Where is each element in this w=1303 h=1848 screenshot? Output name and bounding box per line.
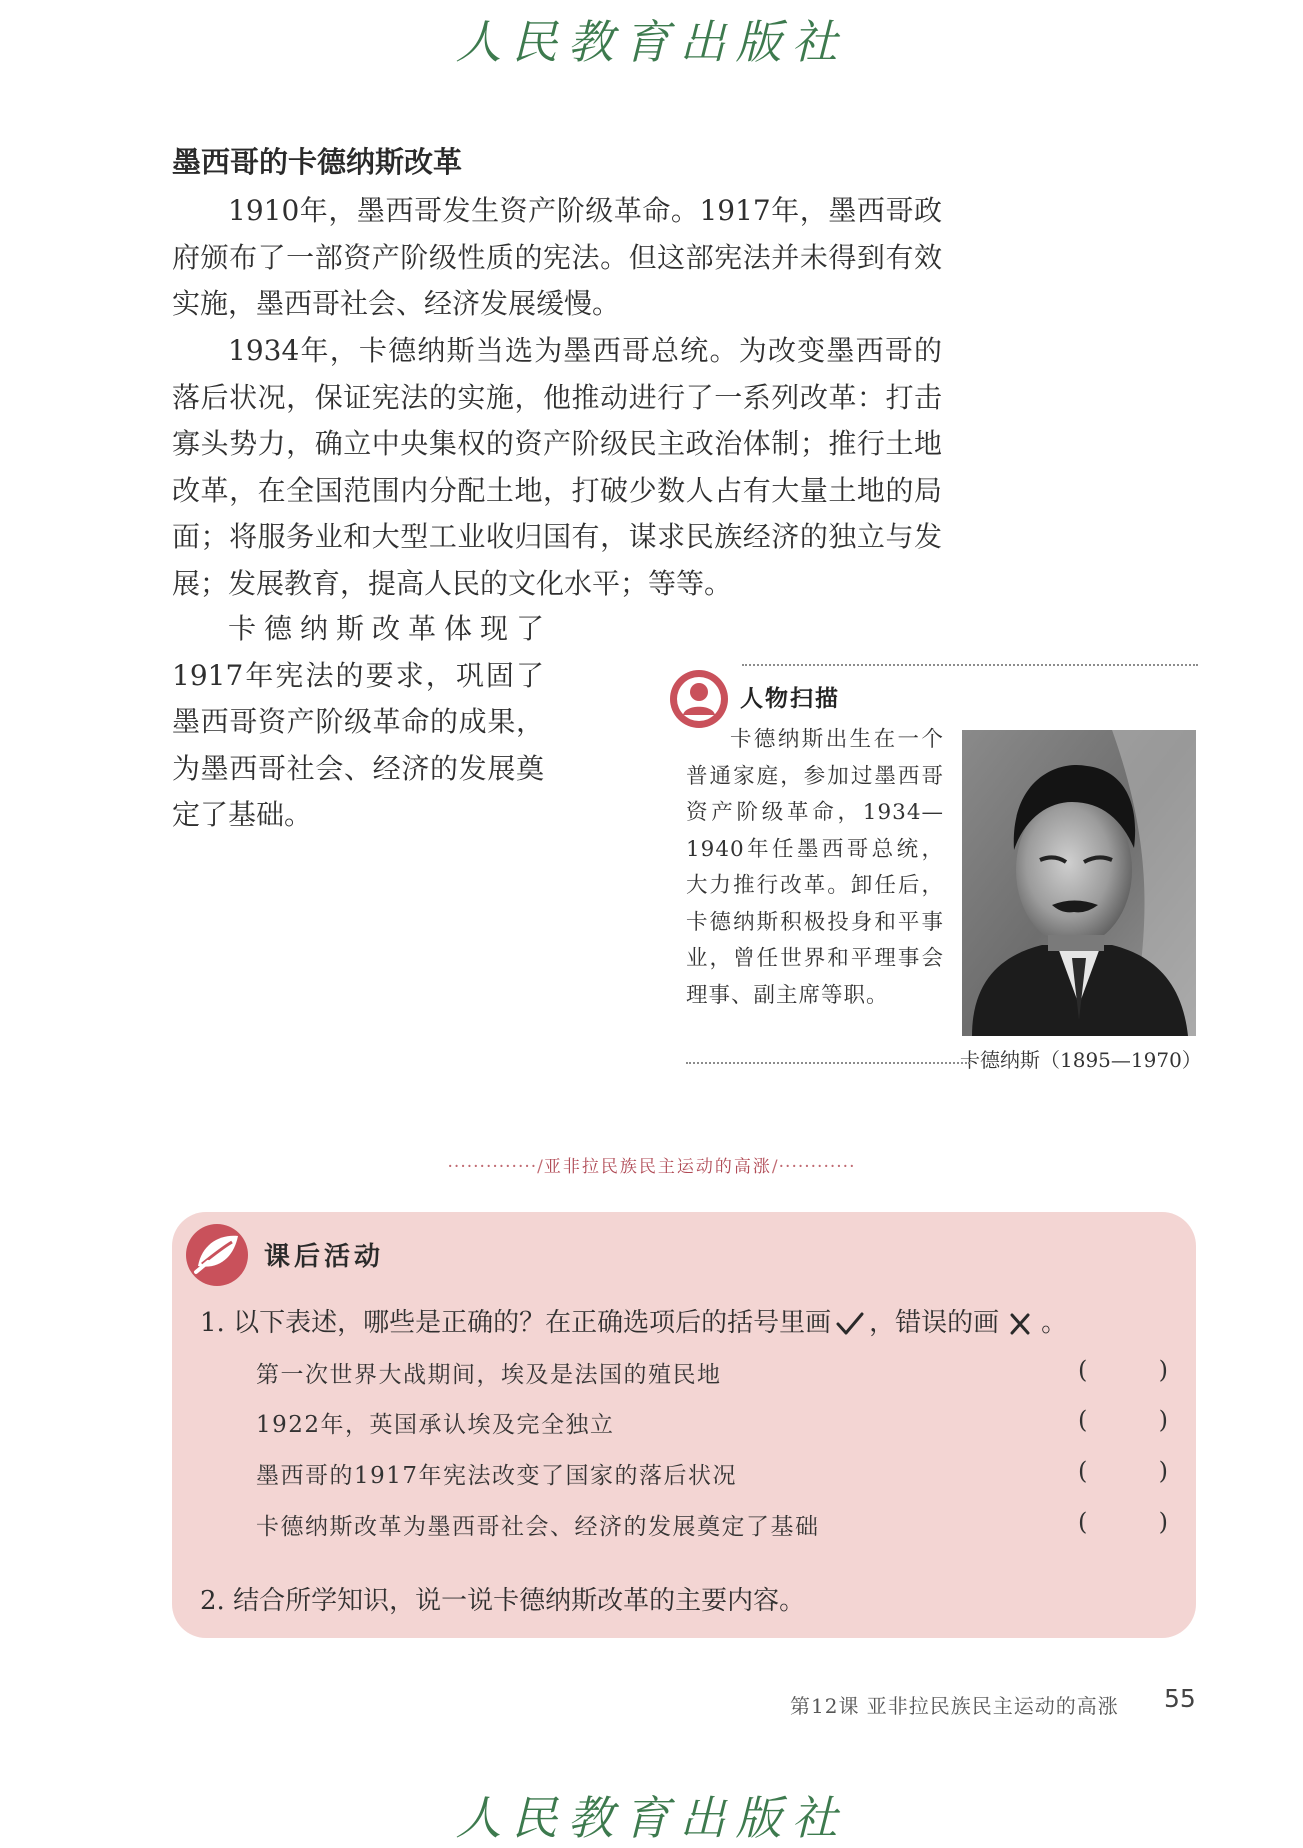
bracket-open: ( [1078,1406,1088,1434]
portrait-photo [962,730,1196,1036]
activity-title: 课后活动 [264,1242,385,1272]
answer-bracket-2[interactable] [1078,1406,1168,1434]
statement-4: 卡德纳斯改革为墨西哥社会、经济的发展奠定了基础 [256,1514,820,1540]
running-header-text: 亚非拉民族民主运动的高涨 [543,1157,772,1177]
bracket-open: ( [1078,1508,1088,1536]
question-2-text: 结合所学知识，说一说卡德纳斯改革的主要内容。 [233,1586,806,1616]
answer-bracket-3[interactable] [1078,1457,1168,1485]
portrait-caption: 卡德纳斯（1895—1970） [960,1048,1202,1072]
bracket-close: ) [1158,1508,1168,1536]
activity-leaf-icon [184,1222,250,1288]
running-header-dots-right: /············ [771,1157,856,1177]
section-title: 墨西哥的卡德纳斯改革 [172,145,463,179]
statement-3: 墨西哥的1917年宪法改变了国家的落后状况 [256,1463,738,1489]
page-number: 55 [1164,1684,1196,1713]
question-1-text-after: 。 [1041,1308,1068,1338]
bracket-open: ( [1078,1356,1088,1384]
running-header-dots-left: ··············/ [447,1157,544,1177]
bracket-close: ) [1158,1356,1168,1384]
bracket-close: ) [1158,1457,1168,1485]
question-2-number: 2. [200,1586,225,1616]
question-2 [200,1580,805,1617]
profile-bottom-divider [686,1062,970,1064]
answer-bracket-1[interactable] [1078,1356,1168,1384]
profile-heading: 人物扫描 [740,686,840,712]
question-1-number: 1. [200,1308,225,1338]
paragraph-3: 卡德纳斯改革体现了1917年宪法的要求，巩固了墨西哥资产阶级革命的成果，为墨西哥社会、经济的发展奠定了基础。 [172,612,544,831]
question-1-text-before: 以下表述，哪些是正确的？在正确选项后的括号里画 [233,1308,832,1338]
person-icon [668,668,730,730]
bracket-open: ( [1078,1457,1088,1485]
footer-lesson-title: 第12课 亚非拉民族民主运动的高涨 [790,1694,1119,1718]
publisher-logo-top: 人民教育出版社 [455,15,848,69]
statement-1: 第一次世界大战期间，埃及是法国的殖民地 [256,1362,722,1388]
cross-mark-icon [1003,1311,1037,1337]
profile-text: 卡德纳斯出生在一个普通家庭，参加过墨西哥资产阶级革命，1934—1940年任墨西哥总统，大力推行改革。卸任后，卡德纳斯积极投身和平事业，曾任世界和平理事会理事、副主席等职。 [686,727,944,1008]
profile-top-divider [742,664,1198,666]
question-1 [200,1302,1067,1339]
statement-2: 1922年，英国承认埃及完全独立 [256,1412,615,1438]
check-mark-icon [835,1311,865,1337]
answer-bracket-4[interactable] [1078,1508,1168,1536]
paragraph-2: 1934年，卡德纳斯当选为墨西哥总统。为改变墨西哥的落后状况，保证宪法的实施，他推动进行了一系列改革：打击寡头势力，确立中央集权的资产阶级民主政治体制；推行土地改革，在全国范围内分配土地，打破少数人占有大量土地的局面；将服务业和大型工业收归国有，谋求民族经济的独立与发展；发展教育，提高人民的文化水平；等等。 [172,334,942,600]
running-header [0,1152,1303,1177]
bracket-close: ) [1158,1406,1168,1434]
question-1-text-middle: ，错误的画 [869,1308,1000,1338]
paragraph-1: 1910年，墨西哥发生资产阶级革命。1917年，墨西哥政府颁布了一部资产阶级性质的宪法。但这部宪法并未得到有效实施，墨西哥社会、经济发展缓慢。 [172,194,942,320]
publisher-logo-bottom: 人民教育出版社 [455,1791,848,1845]
